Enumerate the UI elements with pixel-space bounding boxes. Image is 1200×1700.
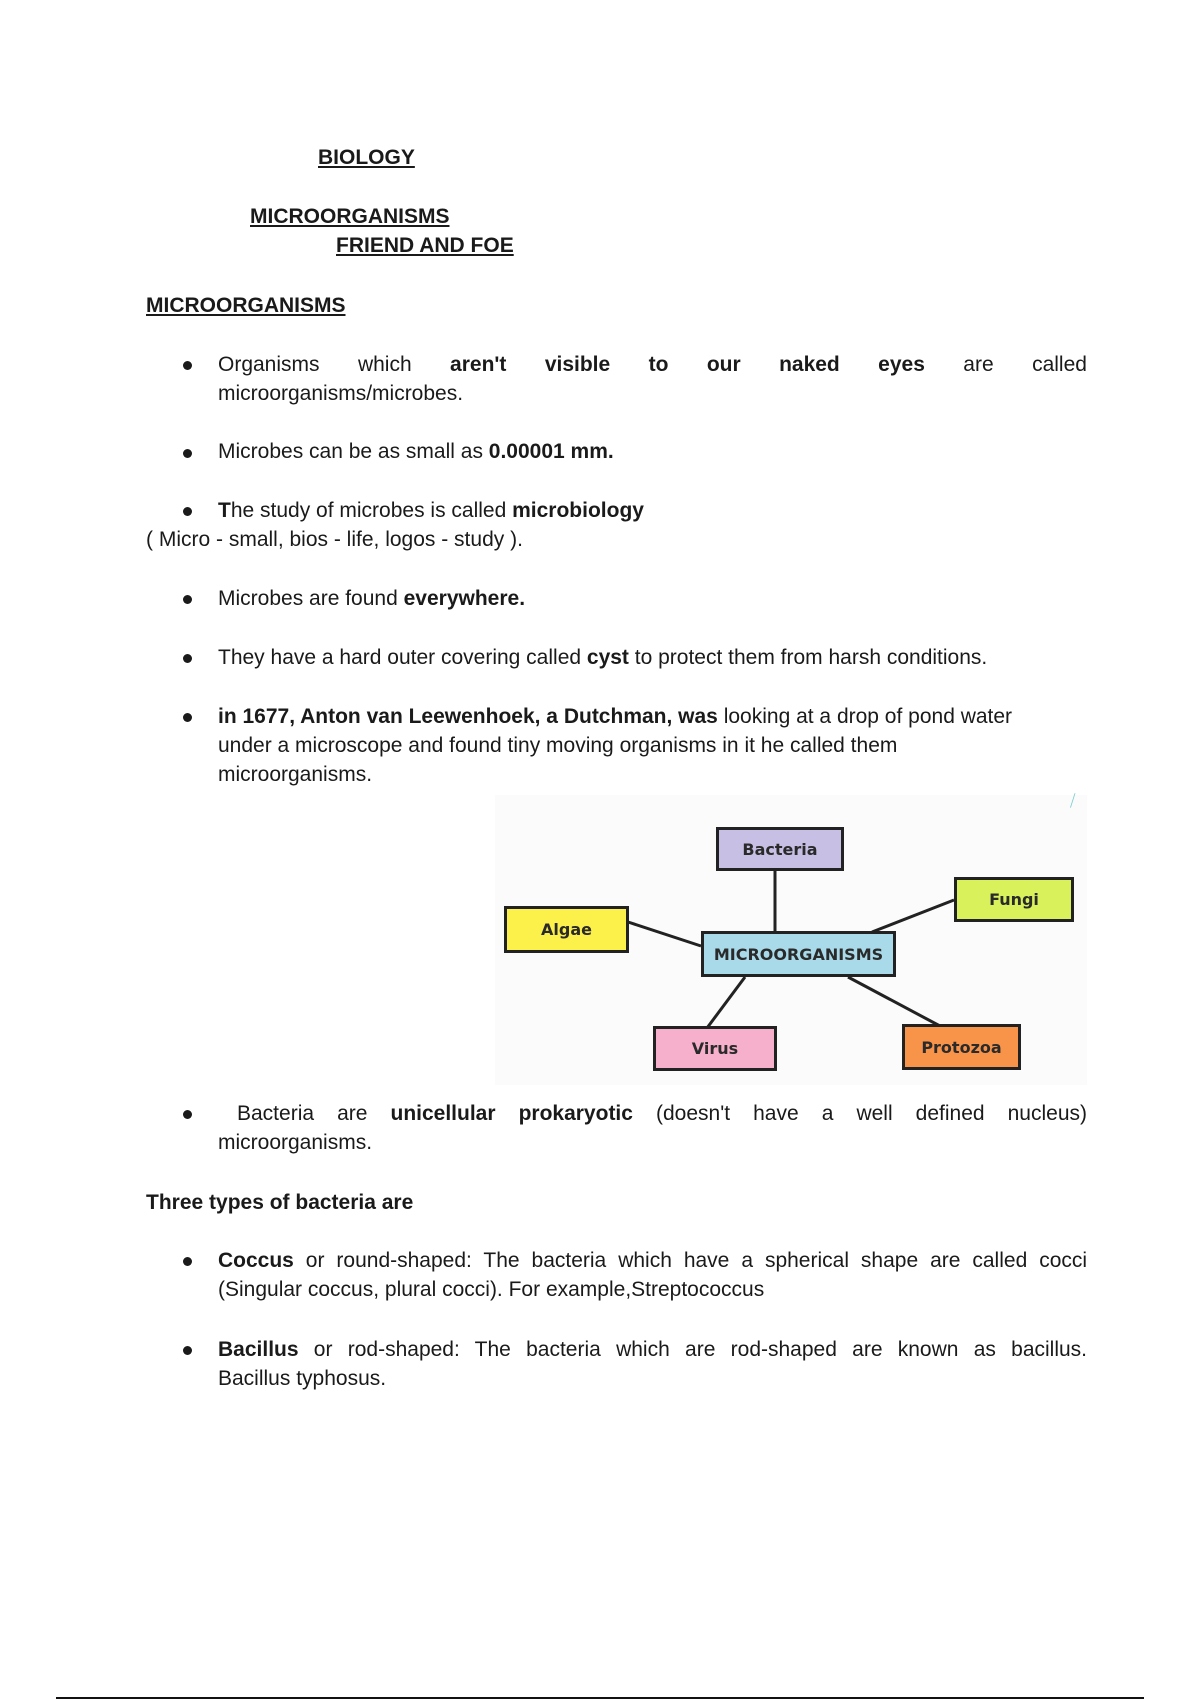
word: are <box>685 1338 716 1361</box>
connector-algae <box>628 922 701 946</box>
etymology-note: ( Micro - small, bios - life, logos - study ). <box>146 528 523 551</box>
connector-protozoa <box>848 977 940 1026</box>
word: bacillus. <box>1011 1338 1088 1361</box>
connector-virus <box>707 977 745 1028</box>
word: spherical <box>764 1249 849 1272</box>
word: which <box>616 1338 670 1361</box>
bullet-6-line1: in 1677, Anton van Leewenhoek, a Dutchman, was looking at a drop of pond water <box>218 705 1013 728</box>
decorative-mark-icon: ⧸ <box>1070 793 1076 810</box>
word: have <box>683 1249 730 1272</box>
word: are <box>852 1338 883 1361</box>
word: are <box>930 1249 961 1272</box>
footer-rule <box>56 1697 1144 1699</box>
node-algae: Algae <box>504 906 629 953</box>
bullet-6-line2: under a microscope and found tiny moving organisms in it he called them <box>218 734 898 757</box>
bullet-marker <box>183 1110 192 1119</box>
subject-heading: BIOLOGY <box>318 146 415 169</box>
bullet-3: The study of microbes is called microbiology <box>218 499 644 522</box>
word: The <box>483 1249 520 1272</box>
word: rod-shaped: <box>347 1338 460 1361</box>
coccus-line1: Coccus or round-shaped: The bacteria which have a spherical shape are called cocci <box>218 1249 1088 1272</box>
bullet-1-line1: Organisms which aren't visible to our naked eyes are called <box>218 353 1087 376</box>
node-protozoa: Protozoa <box>902 1024 1021 1070</box>
word: or <box>313 1338 333 1361</box>
bacillus-line2: Bacillus typhosus. <box>218 1367 387 1390</box>
section-heading: MICROORGANISMS <box>146 294 346 317</box>
bullet-2: Microbes can be as small as 0.00001 mm. <box>218 440 614 463</box>
word: The <box>474 1338 511 1361</box>
bullet-7-line1: Bacteria are unicellular prokaryotic (doesn't have a well defined nucleus) <box>237 1102 1088 1125</box>
node-fungi: Fungi <box>954 877 1074 922</box>
coccus-line2: (Singular coccus, plural cocci). For example,Streptococcus <box>218 1278 765 1301</box>
word: bacteria <box>531 1249 607 1272</box>
bullet-6-line3: microorganisms. <box>218 763 373 786</box>
word: shape <box>860 1249 919 1272</box>
word: known <box>897 1338 959 1361</box>
word: which <box>618 1249 672 1272</box>
word: round-shaped: <box>336 1249 472 1272</box>
bacillus-line1: Bacillus or rod-shaped: The bacteria which are rod-shaped are known as bacillus. <box>218 1338 1088 1361</box>
types-heading: Three types of bacteria are <box>146 1191 414 1214</box>
bullet-4: Microbes are found everywhere. <box>218 587 526 610</box>
word: rod-shaped <box>730 1338 837 1361</box>
bullet-1-line2: microorganisms/microbes. <box>218 382 464 405</box>
chapter-title-line2: FRIEND AND FOE <box>336 234 514 257</box>
bullet-7-line2: microorganisms. <box>218 1131 373 1154</box>
connector-fungi <box>872 900 954 932</box>
bullet-5: They have a hard outer covering called cyst to protect them from harsh conditions. <box>218 646 988 669</box>
chapter-title-line1: MICROORGANISMS <box>250 205 450 228</box>
bullet-marker <box>183 1257 192 1266</box>
node-microorganisms-center: MICROORGANISMS <box>701 931 896 977</box>
node-bacteria: Bacteria <box>716 827 844 871</box>
word: cocci <box>1039 1249 1088 1272</box>
word: a <box>741 1249 753 1272</box>
word: called <box>972 1249 1028 1272</box>
word: as <box>973 1338 996 1361</box>
node-virus: Virus <box>653 1026 777 1071</box>
bullet-marker <box>183 1346 192 1355</box>
word: bacteria <box>526 1338 601 1361</box>
word: or <box>305 1249 325 1272</box>
